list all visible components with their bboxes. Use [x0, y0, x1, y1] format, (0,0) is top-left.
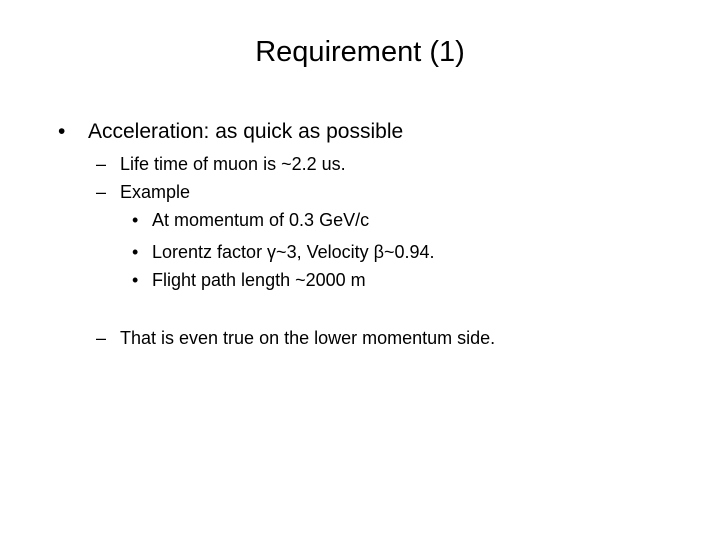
sub-sub-bullet-text: Flight path length ~2000 m: [152, 270, 366, 290]
sub-bullet-example: [96, 180, 396, 204]
slide-title: Requirement (1): [255, 36, 465, 68]
sub-bullet-lower-momentum: [96, 326, 556, 350]
sub-bullet-text: Life time of muon is ~2.2 us.: [120, 154, 346, 174]
sub-bullet-text: That is even true on the lower momentum side.: [120, 328, 496, 348]
dash-marker: –: [96, 182, 107, 202]
bullet-marker: •: [132, 210, 139, 230]
sub-sub-bullet-flight-path: [132, 268, 452, 292]
sub-sub-bullet-lorentz: [132, 240, 492, 264]
dash-marker: –: [96, 154, 107, 174]
dash-marker: –: [96, 328, 107, 348]
sub-sub-bullet-momentum: [132, 208, 452, 232]
bullet-acceleration: [58, 118, 478, 146]
bullet-marker: •: [132, 270, 139, 290]
bullet-marker: •: [58, 120, 66, 143]
sub-sub-bullet-text: At momentum of 0.3 GeV/c: [152, 210, 370, 230]
bullet-marker: •: [132, 242, 139, 262]
sub-bullet-text: Example: [120, 182, 191, 202]
sub-sub-bullet-text: Lorentz factor γ~3, Velocity β~0.94.: [152, 242, 435, 262]
sub-bullet-lifetime: [96, 152, 396, 176]
bullet-text: Acceleration: as quick as possible: [88, 120, 404, 143]
